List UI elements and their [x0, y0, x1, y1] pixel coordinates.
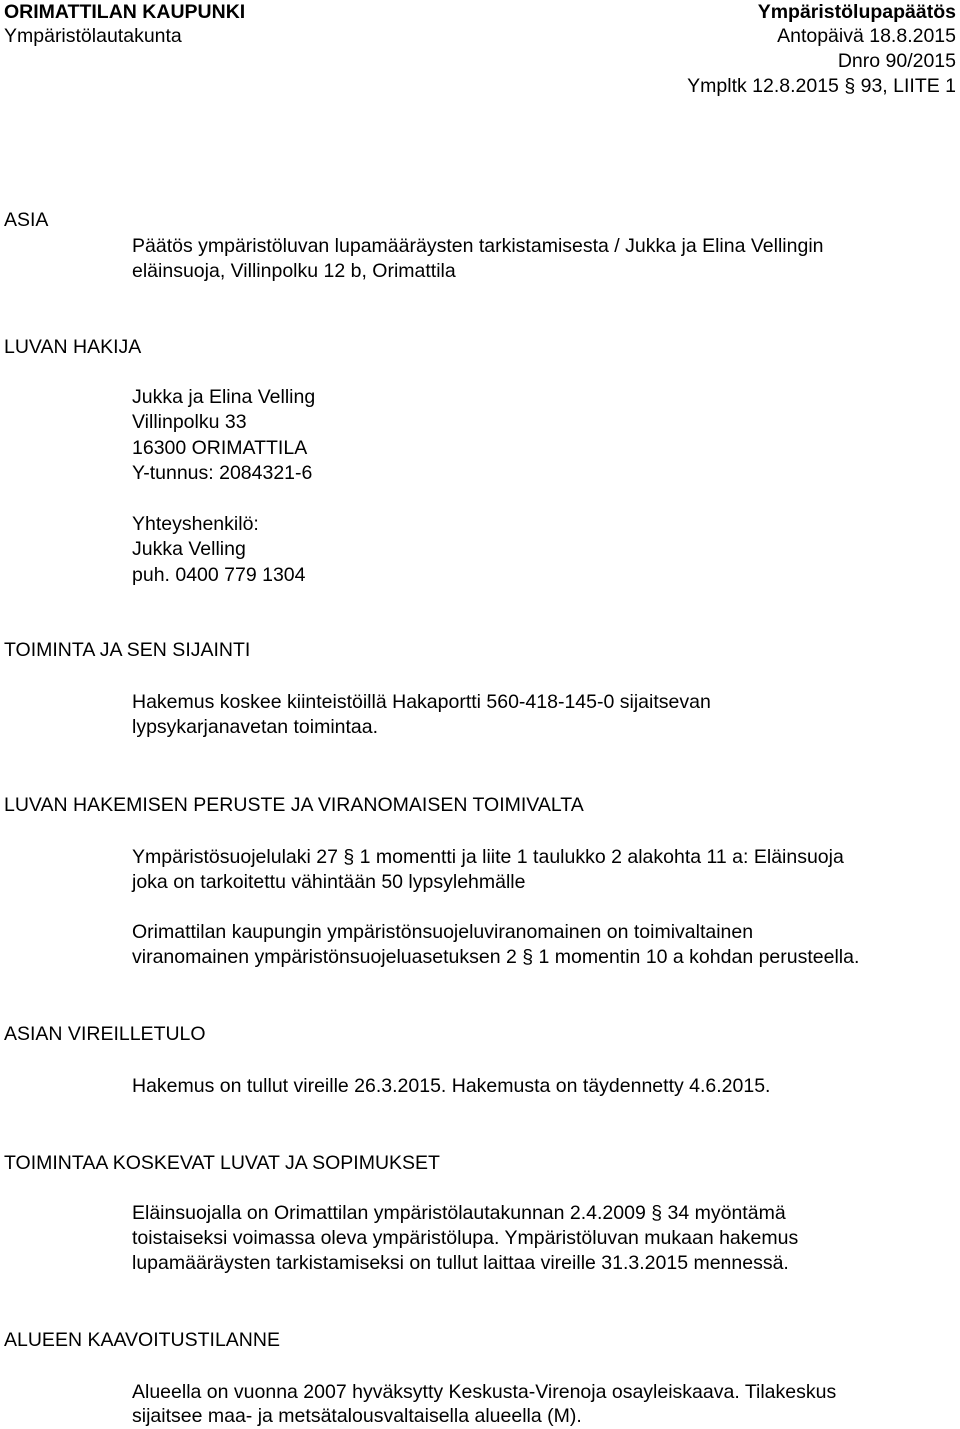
- applicant-address-line: 16300 ORIMATTILA: [132, 437, 308, 459]
- permits-line-1: [132, 1201, 786, 1225]
- authority-text: viranomainen ympäristönsuojeluasetuksen 2: [132, 946, 517, 968]
- initiation-line: Hakemus on tullut vireille 26.3.2015. Hakemusta on täydennetty 4.6.2015.: [132, 1075, 771, 1097]
- permits-line-2: toistaiseksi voimassa oleva ympäristölupa. Ympäristöluvan mukaan hakemus: [132, 1227, 799, 1249]
- asia-line-2: eläinsuoja, Villinpolku 12 b, Orimattila: [132, 260, 456, 282]
- authority-line-2: [132, 945, 859, 969]
- contact-label: Yhteyshenkilö:: [132, 513, 259, 535]
- meeting-reference: [687, 74, 956, 98]
- section-heading-permits: TOIMINTAA KOSKEVAT LUVAT JA SOPIMUKSET: [4, 1152, 440, 1174]
- document-type: Ympäristölupapäätös: [757, 1, 956, 23]
- applicant-address-line: Jukka ja Elina Velling: [132, 386, 316, 408]
- section-symbol: §: [844, 75, 856, 97]
- section-symbol: §: [522, 946, 534, 968]
- section-heading-legal-basis: LUVAN HAKEMISEN PERUSTE JA VIRANOMAISEN TOIMIVALTA: [4, 794, 584, 816]
- section-heading-asia: ASIA: [4, 209, 49, 231]
- register-number: Dnro 90/2015: [837, 50, 956, 72]
- legal-basis-line-1: [132, 845, 844, 869]
- authority-text: 1 momentin 10 a kohdan perusteella.: [538, 946, 860, 968]
- section-heading-initiation: ASIAN VIREILLETULO: [4, 1023, 206, 1045]
- applicant-business-id: Y-tunnus: 2084321-6: [132, 462, 313, 484]
- legal-basis-text: Ympäristösuojelulaki 27: [132, 846, 338, 868]
- applicant-address-line: Villinpolku 33: [132, 411, 247, 433]
- meeting-reference-prefix: Ympltk 12.8.2015: [687, 75, 839, 97]
- asia-line-1: Päätös ympäristöluvan lupamääräysten tarkistamisesta / Jukka ja Elina Vellingin: [132, 235, 824, 257]
- section-heading-zoning: ALUEEN KAAVOITUSTILANNE: [4, 1329, 280, 1351]
- issue-date: Antopäivä 18.8.2015: [777, 25, 956, 47]
- permits-line-3: lupamääräysten tarkistamiseksi on tullut laittaa vireille 31.3.2015 mennessä.: [132, 1252, 789, 1274]
- activity-line-2: lypsykarjanavetan toimintaa.: [132, 716, 379, 738]
- section-symbol: §: [343, 846, 355, 868]
- section-heading-applicant: LUVAN HAKIJA: [4, 336, 142, 358]
- section-symbol: §: [651, 1202, 663, 1224]
- zoning-line-1: Alueella on vuonna 2007 hyväksytty Keskusta-Virenoja osayleiskaava. Tilakeskus: [132, 1381, 837, 1403]
- section-heading-activity-location: TOIMINTA JA SEN SIJAINTI: [4, 639, 251, 661]
- permits-text: 34 myöntämä: [667, 1202, 786, 1224]
- org-name: ORIMATTILAN KAUPUNKI: [4, 1, 246, 23]
- board-name: Ympäristölautakunta: [4, 25, 182, 47]
- zoning-line-2: sijaitsee maa- ja metsätalousvaltaisella alueella (M).: [132, 1405, 582, 1427]
- meeting-reference-suffix: 93, LIITE 1: [860, 75, 956, 97]
- contact-name: Jukka Velling: [132, 538, 246, 560]
- legal-basis-line-2: joka on tarkoitettu vähintään 50 lypsylehmälle: [132, 871, 526, 893]
- authority-line-1: Orimattilan kaupungin ympäristönsuojeluviranomainen on toimivaltainen: [132, 921, 754, 943]
- contact-phone: puh. 0400 779 1304: [132, 564, 306, 586]
- legal-basis-text: 1 momentti ja liite 1 taulukko 2 alakohta 11 a: Eläinsuoja: [359, 846, 844, 868]
- permits-text: Eläinsuojalla on Orimattilan ympäristölautakunnan 2.4.2009: [132, 1202, 646, 1224]
- activity-line-1: Hakemus koskee kiinteistöillä Hakaportti 560-418-145-0 sijaitsevan: [132, 691, 711, 713]
